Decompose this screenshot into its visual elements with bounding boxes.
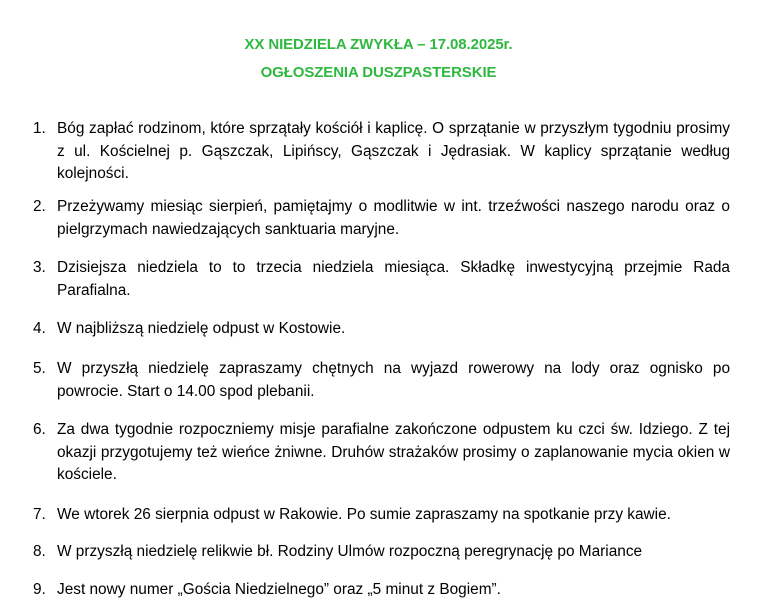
announcement-item	[33, 541, 730, 564]
announcement-text: Jest nowy numer „Gościa Niedzielnego” oraz „5 minut z Bogiem”.	[57, 581, 501, 598]
page-subtitle: OGŁOSZENIA DUSZPASTERSKIE	[260, 64, 497, 81]
announcement-number: 8.	[33, 543, 46, 560]
announcement-item	[33, 318, 730, 341]
announcement-number: 4.	[33, 320, 46, 337]
announcement-item	[33, 419, 730, 487]
announcement-number: 1.	[33, 120, 46, 137]
page-title: XX NIEDZIELA ZWYKŁA – 17.08.2025r.	[244, 36, 513, 53]
announcement-text: We wtorek 26 sierpnia odpust w Rakowie. Po sumie zapraszamy na spotkanie przy kawie.	[57, 506, 671, 523]
announcement-text: Bóg zapłać rodzinom, które sprzątały kościół i kaplicę. O sprzątanie w przyszłym tygodniu prosimy z ul. Kościelnej p. Gąszczak, Lipińscy, Gąszczak i Jędrasiak. W kaplicy sprzątanie według kolejności.	[57, 120, 730, 182]
announcement-item	[33, 358, 730, 403]
announcement-number: 3.	[33, 259, 46, 276]
announcement-item	[33, 196, 730, 241]
announcement-text: W najbliższą niedzielę odpust w Kostowie.	[57, 320, 346, 337]
announcement-number: 6.	[33, 421, 46, 438]
announcement-number: 5.	[33, 360, 46, 377]
announcement-number: 7.	[33, 506, 46, 523]
announcement-item	[33, 118, 730, 186]
announcement-text: Dzisiejsza niedziela to to trzecia niedziela miesiąca. Składkę inwestycyjną przejmie Rada Parafialna.	[57, 259, 730, 299]
announcement-item	[33, 504, 730, 527]
announcement-number: 2.	[33, 198, 46, 215]
announcement-number: 9.	[33, 581, 46, 598]
announcement-text: W przyszłą niedzielę zapraszamy chętnych na wyjazd rowerowy na lody oraz ognisko po powrocie. Start o 14.00 spod plebanii.	[57, 360, 730, 400]
announcement-text: Za dwa tygodnie rozpoczniemy misje parafialne zakończone odpustem ku czci św. Idziego. Z tej okazji przygotujemy też wieńce żniwne. Druhów strażaków prosimy o zaplanowanie mycia okien w kościele.	[57, 421, 730, 483]
announcement-text: Przeżywamy miesiąc sierpień, pamiętajmy o modlitwie w int. trzeźwości naszego narodu oraz o pielgrzymach nawiedzających sanktuaria maryjne.	[57, 198, 730, 238]
announcement-text: W przyszłą niedzielę relikwie bł. Rodziny Ulmów rozpoczną peregrynację po Mariance	[57, 543, 643, 560]
announcement-item	[33, 257, 730, 302]
announcement-item	[33, 579, 730, 602]
